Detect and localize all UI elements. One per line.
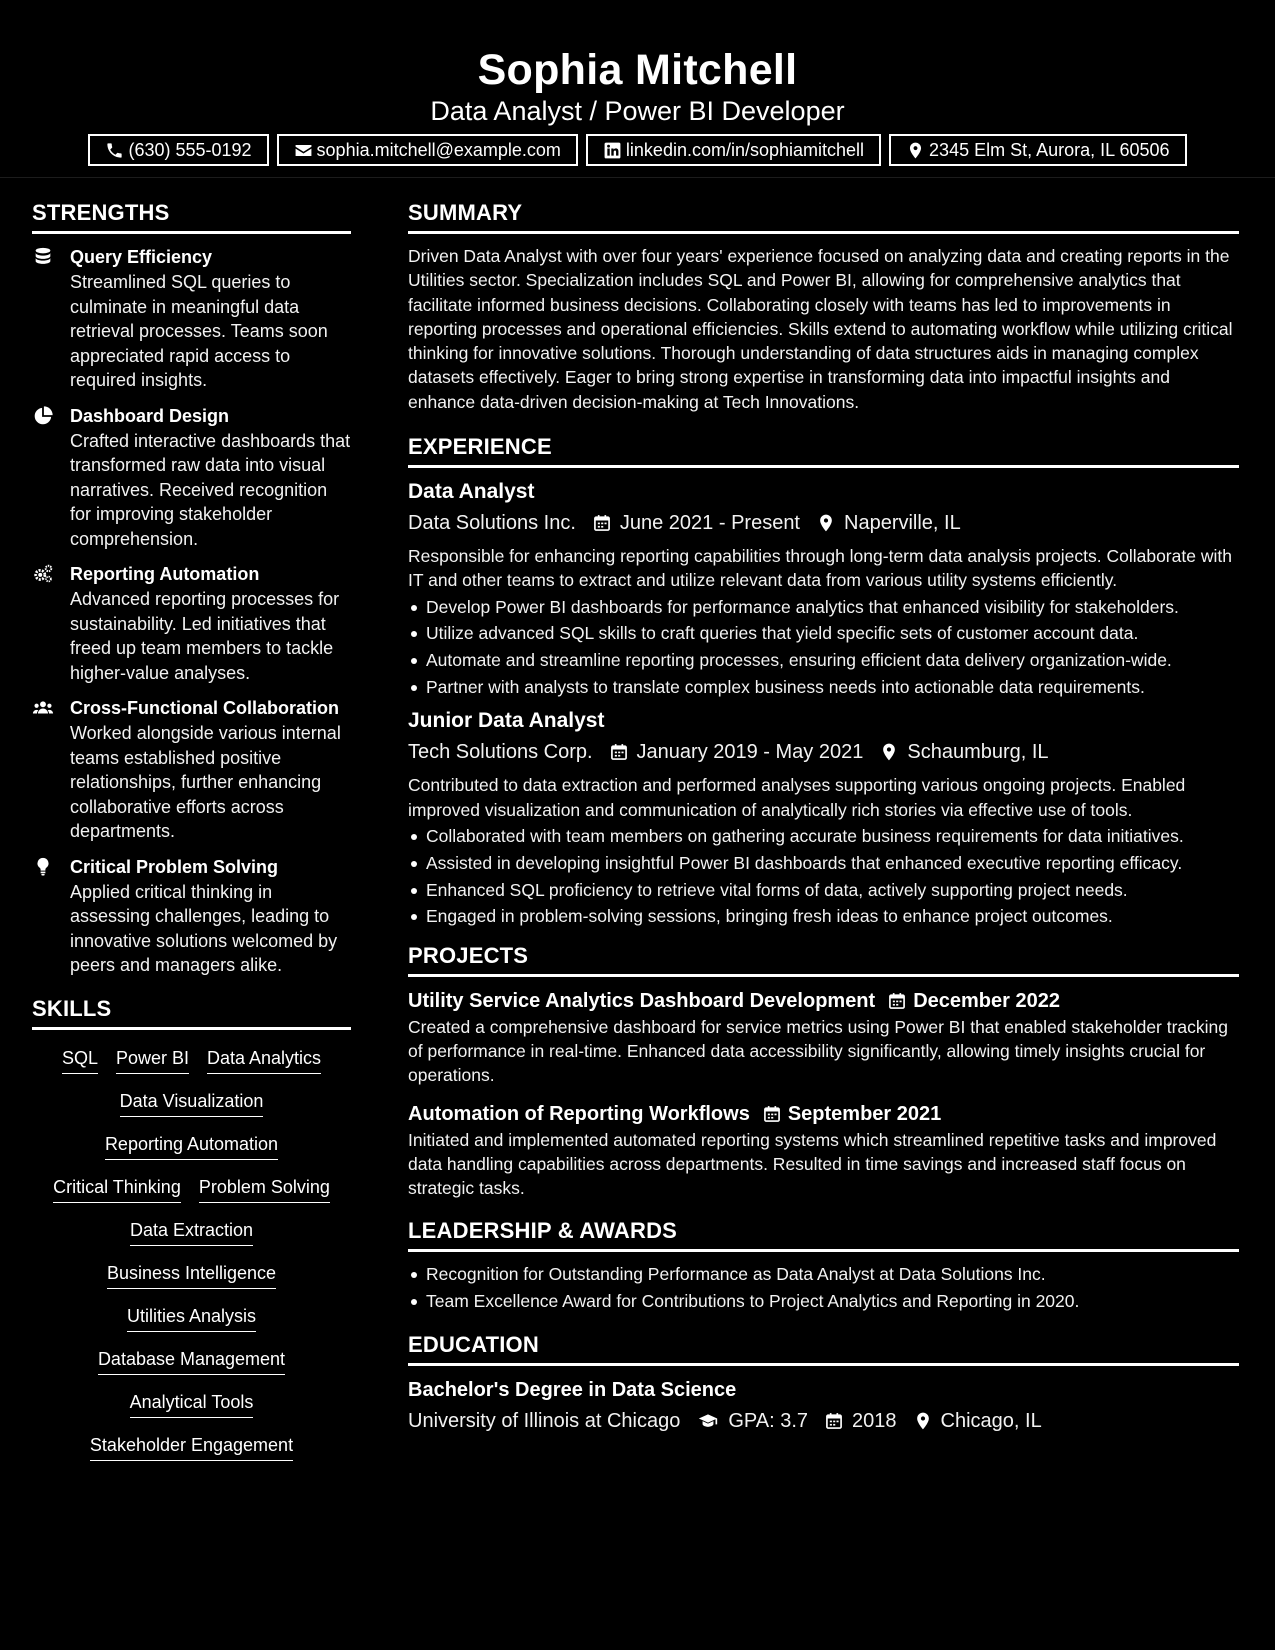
bullet-item: Develop Power BI dashboards for performance analytics that enhanced visibility for stakeholders. <box>408 595 1239 619</box>
job-description: Responsible for enhancing reporting capabilities through long-term data analysis projects. Collaborate with IT and other teams to extract and utilize relevant data from various utility systems efficiently. <box>408 546 1232 591</box>
candidate-name: Sophia Mitchell <box>477 46 798 94</box>
job-company: Tech Solutions Corp. <box>408 741 593 764</box>
skill-tag: Analytical Tools <box>130 1390 254 1418</box>
skill-tag: Power BI <box>116 1046 189 1074</box>
contact-phone[interactable] <box>88 134 268 166</box>
skill-tag: Data Visualization <box>120 1089 264 1117</box>
phone-icon <box>105 141 124 160</box>
contact-address[interactable] <box>889 134 1187 166</box>
database-icon <box>32 244 56 393</box>
job-meta <box>408 508 1239 538</box>
bullet-item: Assisted in developing insightful Power BI dashboards that enhanced executive reporting efficacy. <box>408 851 1239 875</box>
strength-title: Cross-Functional Collaboration <box>70 698 340 718</box>
graduation-year: 2018 <box>852 1409 897 1432</box>
contact-email-text: sophia.mitchell@example.com <box>316 140 561 160</box>
school-name: University of Illinois at Chicago <box>408 1409 681 1432</box>
contact-bar <box>0 134 1275 166</box>
calendar-icon <box>824 1411 844 1431</box>
job-entry <box>408 707 1239 928</box>
project-entry <box>408 1100 1239 1201</box>
contact-linkedin[interactable] <box>586 134 881 166</box>
bullet-item: Engaged in problem-solving sessions, bringing fresh ideas to enhance project outcomes. <box>408 904 1239 928</box>
experience-heading: EXPERIENCE <box>408 430 1239 468</box>
skill-tag: Utilities Analysis <box>127 1304 256 1332</box>
candidate-role: Data Analyst / Power BI Developer <box>430 96 845 126</box>
resume-header <box>0 0 1275 178</box>
job-dates: June 2021 - Present <box>619 512 800 535</box>
job-title: Data Analyst <box>408 480 535 504</box>
map-pin-icon <box>816 513 836 533</box>
projects-heading: PROJECTS <box>408 939 1239 977</box>
skill-tag: Reporting Automation <box>105 1132 278 1160</box>
job-description: Contributed to data extraction and performed analyses supporting various ongoing projects. Enabled improved visualization and communication of analytically rich stories via effective use of tools. <box>408 775 1186 820</box>
skill-tag: Data Extraction <box>130 1218 253 1246</box>
bullet-item: Partner with analysts to translate complex business needs into actionable data requirements. <box>408 675 1239 699</box>
strength-description: Worked alongside various internal teams established positive relationships, further enhancing collaborative efforts across departments. <box>70 723 341 841</box>
left-column <box>32 196 351 1461</box>
calendar-icon <box>762 1104 782 1124</box>
skills-heading: SKILLS <box>32 992 351 1030</box>
skill-tag: Stakeholder Engagement <box>90 1433 293 1461</box>
bullet-item: Automate and streamline reporting processes, ensuring efficient data delivery organization-wide. <box>408 648 1239 672</box>
strength-description: Crafted interactive dashboards that transformed raw data into visual narratives. Received recognition for improving stakeholder comprehension. <box>70 430 351 549</box>
strength-item <box>32 854 351 978</box>
lightbulb-icon <box>32 854 56 978</box>
map-pin-icon <box>879 742 899 762</box>
calendar-icon <box>609 742 629 762</box>
envelope-icon <box>294 141 313 160</box>
contact-phone-text: (630) 555-0192 <box>128 140 252 160</box>
skills-list <box>32 1040 351 1461</box>
job-bullets <box>408 824 1239 929</box>
award-item: Recognition for Outstanding Performance as Data Analyst at Data Solutions Inc. <box>408 1262 1239 1286</box>
strength-title: Reporting Automation <box>70 564 260 584</box>
awards-list <box>408 1262 1239 1313</box>
cogs-icon <box>32 561 56 685</box>
education-heading: EDUCATION <box>408 1328 1239 1366</box>
project-header <box>408 987 1239 1015</box>
job-title: Junior Data Analyst <box>408 709 605 733</box>
right-column <box>408 196 1239 1442</box>
contact-linkedin-text: linkedin.com/in/sophiamitchell <box>625 140 865 160</box>
strength-item <box>32 403 351 552</box>
gpa: GPA: 3.7 <box>728 1409 809 1432</box>
summary-text: Driven Data Analyst with over four years' experience focused on analyzing data and creating reports in the Utilities sector. Specialization includes SQL and Power BI, allowing for comprehensive analytics that facilitate informed business decisions. Collaborating closely with teams has led to improvements in reporting processes and operational efficiencies. Skills extend to automating workflow while utilizing critical thinking for innovative solutions. Thorough understanding of data structures aids in managing complex datasets effectively. Eager to bring strong expertise in transforming data into impactful insights and enhance data-driven decision-making at Tech Innovations. <box>408 246 1233 412</box>
school-location: Chicago, IL <box>940 1409 1042 1432</box>
strength-item <box>32 561 351 685</box>
skill-tag: Critical Thinking <box>53 1175 181 1203</box>
project-title: Automation of Reporting Workflows <box>408 1102 750 1125</box>
strength-item <box>32 244 351 393</box>
skill-tag: Data Analytics <box>207 1046 321 1074</box>
job-location: Schaumburg, IL <box>907 741 1049 764</box>
project-entry <box>408 987 1239 1088</box>
project-description: Initiated and implemented automated reporting systems which streamlined repetitive tasks and improved data handling capabilities across departments. Resulted in time savings and increased staff focus on strategic tasks. <box>408 1129 1217 1199</box>
strength-description: Advanced reporting processes for sustainability. Led initiatives that freed up team members to tackle higher-value analyses. <box>70 589 340 683</box>
job-dates: January 2019 - May 2021 <box>636 741 864 764</box>
project-date: September 2021 <box>787 1102 942 1125</box>
job-meta <box>408 737 1239 767</box>
strength-description: Applied critical thinking in assessing challenges, leading to innovative solutions welcomed by peers and managers alike. <box>70 881 338 975</box>
strength-title: Query Efficiency <box>70 247 213 267</box>
pie-chart-icon <box>32 403 56 552</box>
summary-heading: SUMMARY <box>408 196 1239 234</box>
award-item: Team Excellence Award for Contributions to Project Analytics and Reporting in 2020. <box>408 1289 1239 1313</box>
project-title: Utility Service Analytics Dashboard Development <box>408 989 876 1012</box>
strength-title: Dashboard Design <box>70 405 230 426</box>
calendar-icon <box>887 991 907 1011</box>
map-pin-icon <box>913 1411 933 1431</box>
users-icon <box>32 695 56 844</box>
strength-item <box>32 695 351 844</box>
bullet-item: Enhanced SQL proficiency to retrieve vital forms of data, actively supporting project needs. <box>408 878 1239 902</box>
awards-heading: LEADERSHIP & AWARDS <box>408 1214 1239 1252</box>
job-location: Naperville, IL <box>844 512 961 535</box>
skill-tag: Problem Solving <box>199 1175 330 1203</box>
bullet-item: Collaborated with team members on gathering accurate business requirements for data initiatives. <box>408 824 1239 848</box>
strengths-heading: STRENGTHS <box>32 196 351 234</box>
project-description: Created a comprehensive dashboard for service metrics using Power BI that enabled stakeholder tracking of performance in real-time. Enhanced data accessibility significantly, allowing timely insights crucial for operations. <box>408 1016 1229 1086</box>
job-bullets <box>408 595 1239 700</box>
degree-title: Bachelor's Degree in Data Science <box>408 1378 737 1401</box>
strength-description: Streamlined SQL queries to culminate in meaningful data retrieval processes. Teams soon appreciated rapid access to required insights. <box>70 272 328 390</box>
job-company: Data Solutions Inc. <box>408 512 576 535</box>
project-header <box>408 1100 1239 1128</box>
strength-title: Critical Problem Solving <box>70 856 279 877</box>
contact-email[interactable] <box>277 134 578 166</box>
skill-tag: Business Intelligence <box>107 1261 276 1289</box>
contact-address-text: 2345 Elm St, Aurora, IL 60506 <box>929 140 1170 160</box>
linkedin-icon <box>603 141 622 160</box>
bullet-item: Utilize advanced SQL skills to craft queries that yield specific sets of customer account data. <box>408 621 1239 645</box>
graduation-cap-icon <box>696 1411 720 1431</box>
map-pin-icon <box>906 141 925 160</box>
calendar-icon <box>592 513 612 533</box>
education-meta <box>408 1406 1239 1436</box>
project-date: December 2022 <box>913 989 1060 1012</box>
skill-tag: SQL <box>62 1046 98 1074</box>
skill-tag: Database Management <box>98 1347 285 1375</box>
job-entry <box>408 478 1239 699</box>
